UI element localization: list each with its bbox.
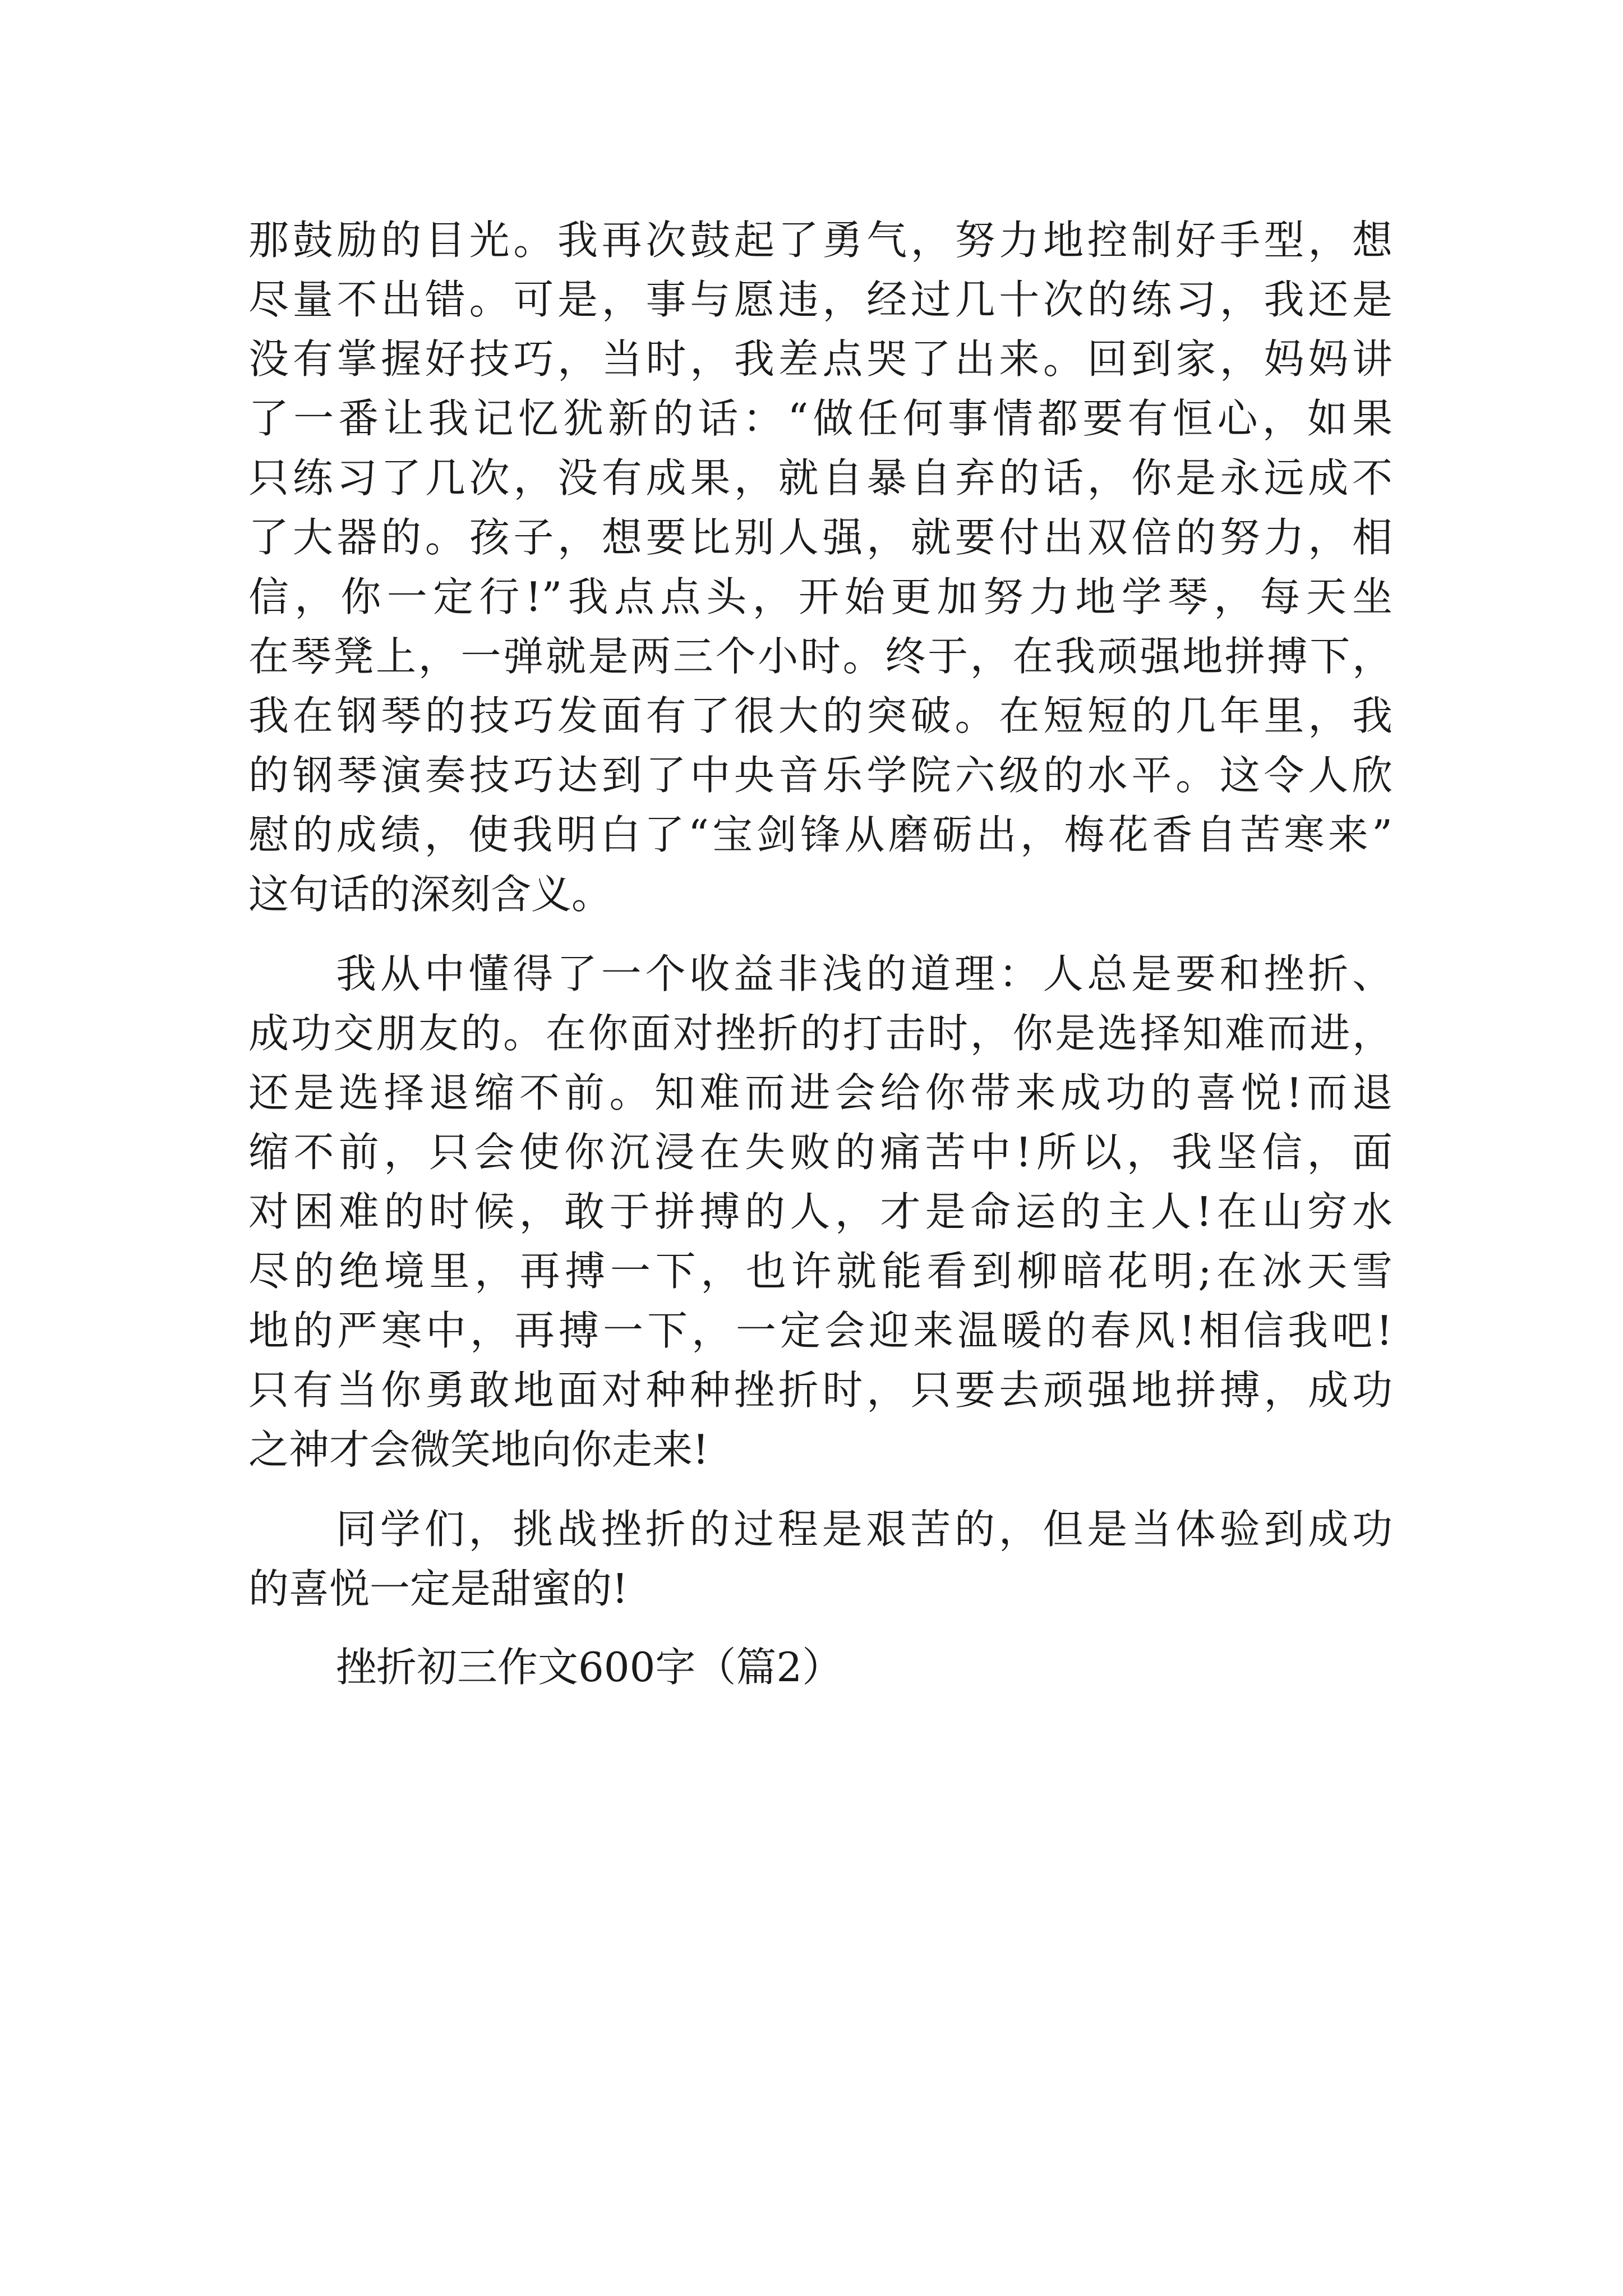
paragraph-2-line-2: 成功交朋友的。在你面对挫折的打击时，你是选择知难而进， [248,1010,1393,1057]
paragraph-1-line-2: 尽量不出错。可是，事与愿违，经过几十次的练习，我还是 [248,276,1393,323]
paragraph-1-line-7: 信，你一定行!”我点点头，开始更加努力地学琴，每天坐 [248,573,1393,620]
next-essay-title: 挫折初三作文600字（篇2） [336,1644,843,1691]
paragraph-2-line-6: 尽的绝境里，再搏一下，也许就能看到柳暗花明;在冰天雪 [248,1248,1393,1295]
paragraph-1-line-1: 那鼓励的目光。我再次鼓起了勇气，努力地控制好手型，想 [248,217,1393,264]
paragraph-2-line-7: 地的严寒中，再搏一下，一定会迎来温暖的春风!相信我吧! [248,1307,1393,1354]
paragraph-2-line-5: 对困难的时候，敢于拼搏的人，才是命运的主人!在山穷水 [248,1188,1393,1235]
paragraph-3-line-1: 同学们，挑战挫折的过程是艰苦的，但是当体验到成功 [336,1506,1393,1553]
paragraph-1-line-9: 我在钢琴的技巧发面有了很大的突破。在短短的几年里，我 [248,692,1393,739]
paragraph-1-line-5: 只练习了几次，没有成果，就自暴自弃的话，你是永远成不 [248,454,1393,501]
paragraph-1-line-6: 了大器的。孩子，想要比别人强，就要付出双倍的努力，相 [248,514,1393,561]
paragraph-1-line-12: 这句话的深刻含义。 [248,871,612,918]
paragraph-1-line-11: 慰的成绩，使我明白了“宝剑锋从磨砺出，梅花香自苦寒来” [248,811,1393,858]
paragraph-1-line-3: 没有掌握好技巧，当时，我差点哭了出来。回到家，妈妈讲 [248,335,1393,383]
paragraph-1-line-10: 的钢琴演奏技巧达到了中央音乐学院六级的水平。这令人欣 [248,752,1393,799]
paragraph-2-line-4: 缩不前，只会使你沉浸在失败的痛苦中!所以，我坚信，面 [248,1129,1393,1176]
paragraph-2-line-8: 只有当你勇敢地面对种种挫折时，只要去顽强地拼搏，成功 [248,1366,1393,1414]
paragraph-1-line-8: 在琴凳上，一弹就是两三个小时。终于，在我顽强地拼搏下， [248,633,1393,680]
paragraph-2-line-9: 之神才会微笑地向你走来! [248,1426,709,1473]
paragraph-2-line-3: 还是选择退缩不前。知难而进会给你带来成功的喜悦!而退 [248,1069,1393,1116]
paragraph-2-line-1: 我从中懂得了一个收益非浅的道理：人总是要和挫折、 [336,950,1393,997]
paragraph-3-line-2: 的喜悦一定是甜蜜的! [248,1565,628,1612]
paragraph-1-line-4: 了一番让我记忆犹新的话：“做任何事情都要有恒心，如果 [248,395,1393,442]
